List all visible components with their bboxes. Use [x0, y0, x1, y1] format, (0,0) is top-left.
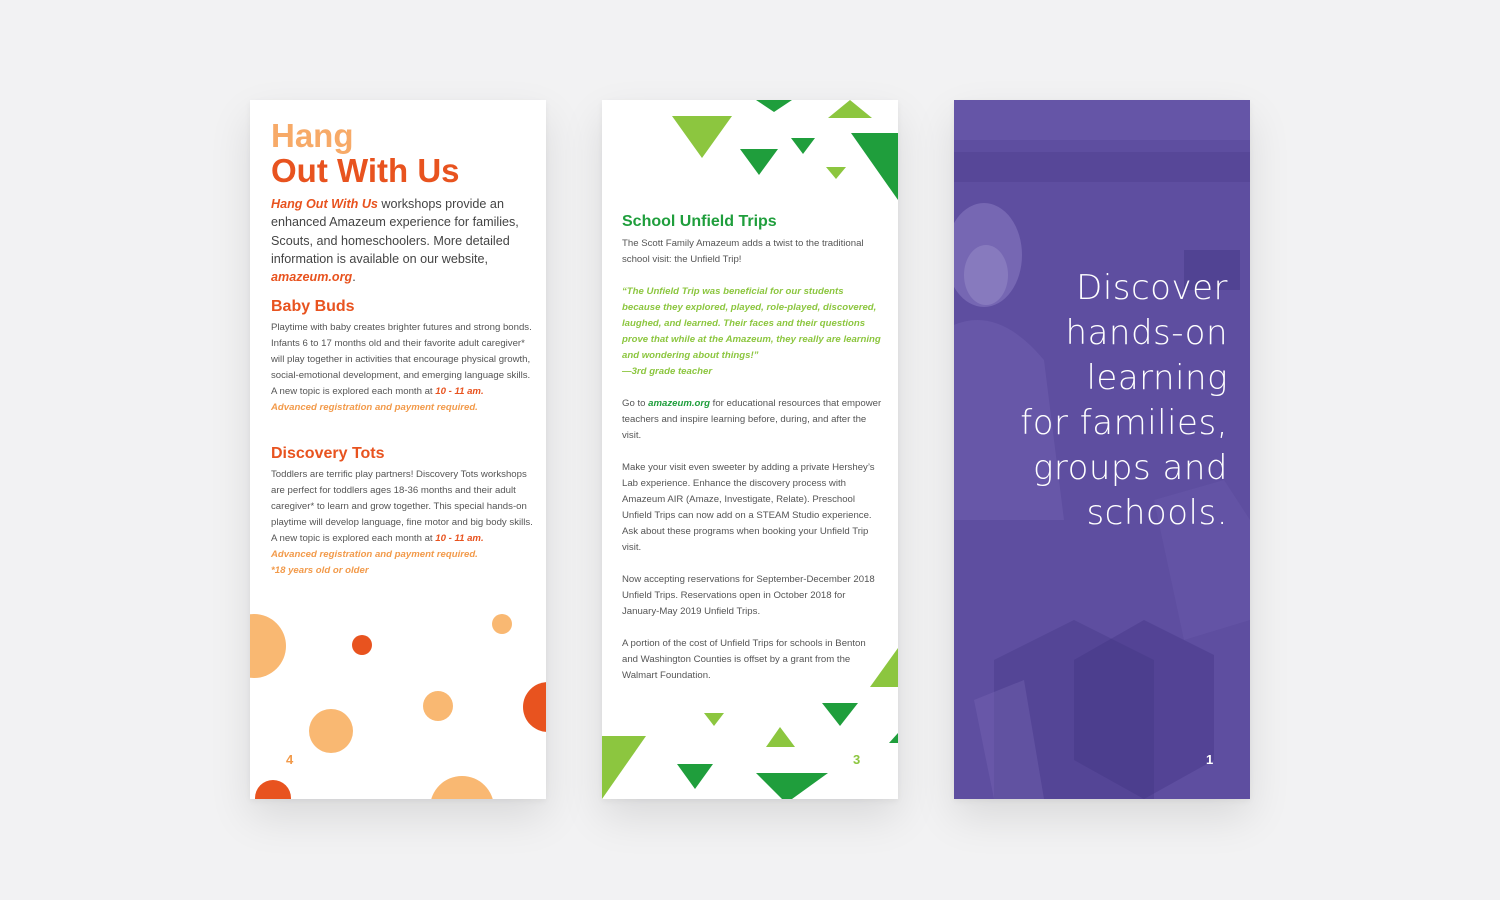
decor-dot [352, 635, 372, 655]
decor-triangle [791, 138, 815, 154]
unfield-intro: The Scott Family Amazeum adds a twist to the traditional school visit: the Unfield Trip! [622, 238, 864, 265]
discovery-tots-heading: Discovery Tots [271, 445, 385, 462]
goto-post: for educational resources that empower teachers and inspire learning before, during, and after the visit. [622, 398, 882, 441]
teacher-quote [622, 284, 884, 380]
page-number-3: 3 [853, 752, 861, 767]
quote-text: “The Unfield Trip was beneficial for our students because they explored, played, role-played, discovered, laughed, and learned. Their faces and their questions prove that while at the Amazeum, they really are learning and wondering about things!” [622, 286, 881, 361]
brochure-panel-3 [602, 100, 898, 799]
unfield-trips-heading: School Unfield Trips [622, 213, 777, 230]
cover-line-5: groups and [1032, 448, 1228, 488]
decor-dot [430, 776, 494, 799]
cover-line-4: for families, [1020, 403, 1228, 443]
decor-triangle [766, 727, 795, 747]
decor-triangle [828, 100, 872, 118]
tots-text: Toddlers are terrific play partners! Discovery Tots workshops are perfect for toddlers ages 18-36 months and their adult caregiver* to learn and grow together. This special hands-on playtime will develop language, fine motor and big body skills. A new topic is explored each month at [271, 469, 533, 544]
baby-buds-time: 10 - 11 am. [435, 386, 484, 397]
brochure-panel-4 [250, 100, 546, 799]
baby-buds-heading: Baby Buds [271, 298, 355, 315]
quote-author: —3rd grade teacher [622, 366, 713, 377]
decor-triangle [704, 713, 724, 726]
intro-end: . [352, 270, 356, 285]
decor-dot [523, 682, 546, 732]
decor-triangle [756, 773, 828, 799]
cover-line-2: hands-on [1065, 313, 1228, 353]
title-line-1: Hang [271, 117, 354, 154]
page-number-1: 1 [1206, 752, 1214, 767]
decor-dot [492, 614, 512, 634]
intro-text: workshops provide an enhanced Amazeum experience for families, Scouts, and homeschoolers. More detailed information is available on our website, [271, 197, 519, 266]
caregiver-age-note: *18 years old or older [271, 565, 369, 576]
cover-line-6: schools. [1086, 493, 1228, 533]
decor-triangle [677, 764, 713, 789]
baby-buds-text: Playtime with baby creates brighter futures and strong bonds. Infants 6 to 17 months old and their favorite adult caregiver* will play together in activities that encourage physical growth, social-emotional development, and emerging language skills. A new topic is explored each month at [271, 322, 532, 397]
cover-headline [958, 266, 1228, 536]
goto-pre: Go to [622, 398, 649, 409]
title-line-2: Out With Us [271, 152, 460, 189]
decor-triangle [822, 703, 858, 726]
website-link[interactable]: amazeum.org [271, 270, 353, 285]
brochure-cover-panel [954, 100, 1250, 799]
cover-line-3: learning [1086, 358, 1228, 398]
decor-dot [255, 780, 291, 799]
page-number-4: 4 [286, 752, 294, 767]
tots-time: 10 - 11 am. [435, 533, 484, 544]
decor-dot [309, 709, 353, 753]
reservations-paragraph: Now accepting reservations for September-December 2018 Unfield Trips. Reservations open in October 2018 for January-May 2019 Unfield Trips. [622, 574, 875, 617]
decor-triangle [826, 167, 846, 179]
intro-program-name: Hang Out With Us [271, 197, 378, 211]
cover-line-1: Discover [1076, 268, 1228, 308]
decor-dot [423, 691, 453, 721]
decor-triangle [602, 736, 646, 799]
decor-triangle [672, 116, 732, 158]
triangle-decoration [602, 100, 898, 799]
sweeter-paragraph: Make your visit even sweeter by adding a private Hershey’s Lab experience. Enhance the discovery process with Amazeum AIR (Amaze, Investigate, Relate). Preschool Unfield Trips can now add on a STEAM Studio experience. Ask about these programs when booking your Unfield Trip visit. [622, 462, 875, 553]
decor-triangle [756, 100, 792, 112]
dot-decoration [250, 100, 546, 799]
decor-triangle [740, 149, 778, 175]
goto-paragraph [622, 396, 884, 444]
amazeum-link[interactable]: amazeum.org [648, 398, 710, 409]
decor-triangle [851, 133, 898, 200]
tots-requirement: Advanced registration and payment required. [271, 549, 478, 560]
decor-triangle [889, 733, 898, 743]
baby-buds-requirement: Advanced registration and payment required. [271, 402, 478, 413]
decor-dot [250, 614, 286, 678]
grant-paragraph: A portion of the cost of Unfield Trips for schools in Benton and Washington Counties is offset by a grant from the Walmart Foundation. [622, 638, 866, 681]
